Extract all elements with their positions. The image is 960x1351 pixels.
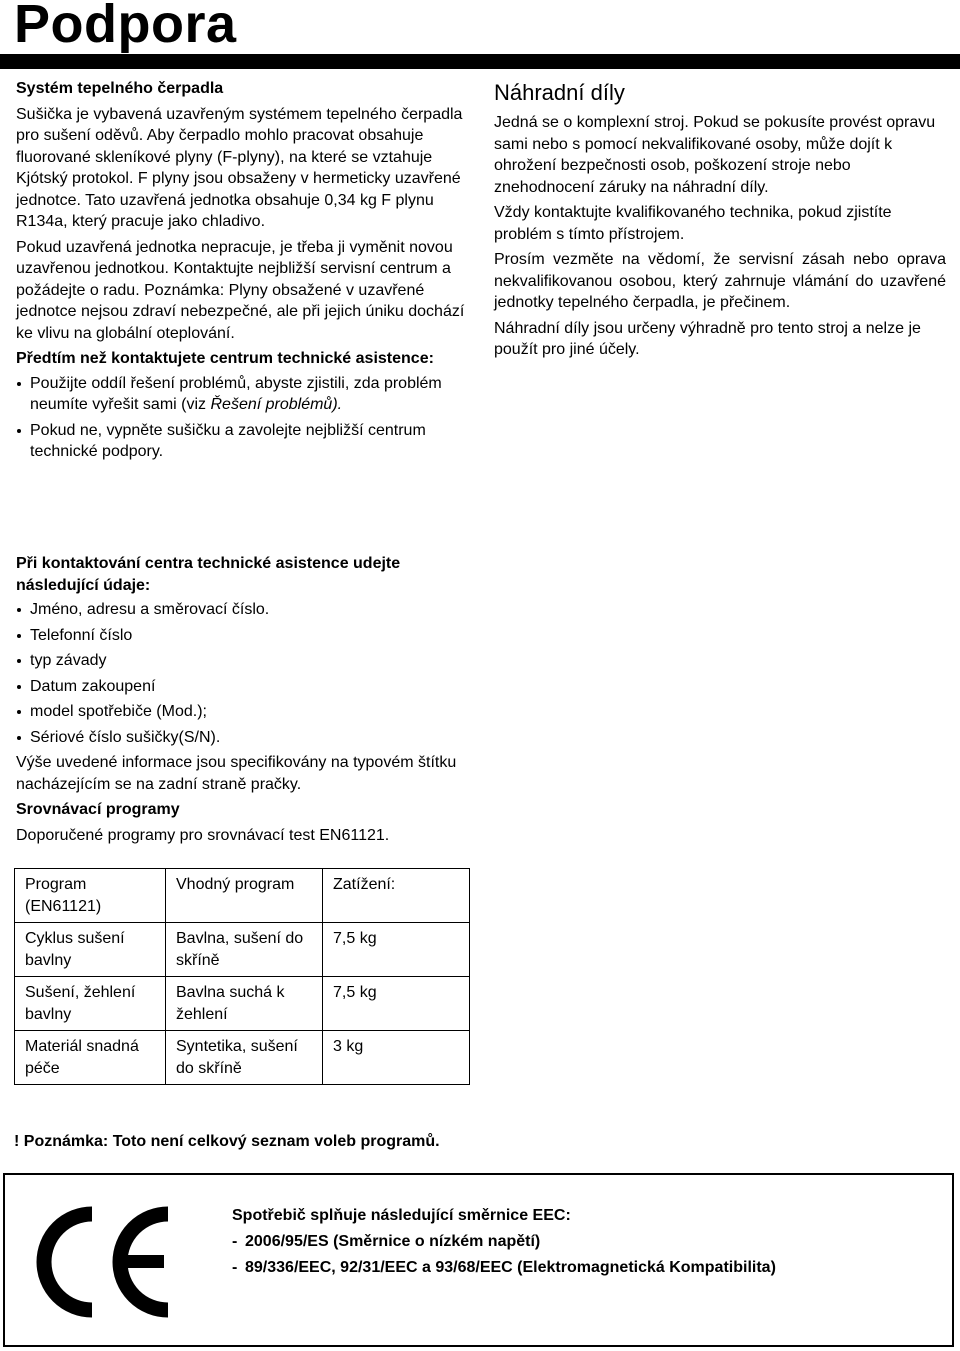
- heat-pump-text: Sušička je vybavená uzavřeným systémem tepelného čerpadla pro sušení oděvů. Aby čerpadlo mohlo pracovat obsahuje fluorované skleníkové plyny (F-plyny), na které se vztahuje Kjótský protokol. F plyny jsou obsaženy v hermeticky uzavřené jednotce. Tato uzavřená jednotka obsahuje 0,34 kg F plynu R134a, který pracuje jako chladivo.: [16, 105, 463, 230]
- compliance-text: [232, 1205, 932, 1279]
- list-item: [16, 599, 476, 621]
- spare-parts-text-4: Náhradní díly jsou určeny výhradně pro tento stroj a nelze je použít pro jiné účely.: [494, 319, 921, 358]
- spare-parts-heading: Náhradní díly: [494, 80, 625, 105]
- table-header-cell: Program (EN61121): [15, 869, 166, 923]
- bullet-icon: [17, 685, 21, 689]
- bullet-icon: [17, 736, 21, 740]
- table-cell: 7,5 kg: [323, 977, 470, 1031]
- list-item: [16, 676, 476, 698]
- list-item: [16, 701, 476, 723]
- table-cell: Sušení, žehlení bavlny: [15, 977, 166, 1031]
- before-item-1-text: Použijte oddíl řešení problémů, abyste zjistili, zda problém neumíte vyřešit sami (viz: [30, 374, 442, 413]
- table-row: [15, 1031, 470, 1085]
- comparison-table: [14, 868, 470, 1085]
- bullet-icon: [17, 659, 21, 663]
- before-contact-heading: Předtím než kontaktujete centrum technické asistence:: [16, 350, 434, 367]
- spare-parts-text-3: Prosím vezměte na vědomí, že servisní zásah nebo oprava nekvalifikovanou osobou, který zahrnuje vlámání do uzavřené jednotky tepelného čerpadla, je přečinem.: [494, 251, 946, 311]
- table-cell: Bavlna suchá k žehlení: [166, 977, 323, 1031]
- comparison-subtitle: Doporučené programy pro srovnávací test EN61121.: [16, 826, 390, 844]
- table-cell: Bavlna, sušení do skříně: [166, 923, 323, 977]
- left-column: [16, 78, 476, 467]
- bullet-icon: [17, 429, 21, 433]
- table-cell: 7,5 kg: [323, 923, 470, 977]
- contact-list: [16, 599, 476, 748]
- table-header-cell: Zatížení:: [323, 869, 470, 923]
- bullet-icon: [17, 710, 21, 714]
- ce-mark-icon: [22, 1202, 182, 1322]
- rating-plate-text: Výše uvedené informace jsou specifikovány na typovém štítku nacházejícím se na zadní straně pračky.: [16, 754, 457, 793]
- table-row: [15, 977, 470, 1031]
- compliance-heading: Spotřebič splňuje následující směrnice EEC:: [232, 1207, 571, 1224]
- comparison-heading: Srovnávací programy: [16, 801, 180, 818]
- dash-marker: -: [232, 1259, 238, 1276]
- compliance-item: [232, 1231, 932, 1253]
- heat-pump-heading: Systém tepelného čerpadla: [16, 80, 224, 97]
- list-item: [16, 373, 476, 416]
- bullet-icon: [17, 634, 21, 638]
- contact-item: Datum zakoupení: [30, 677, 156, 695]
- list-item: [16, 420, 476, 463]
- contact-item: model spotřebiče (Mod.);: [30, 703, 207, 720]
- table-row: [15, 923, 470, 977]
- contact-item: Telefonní číslo: [30, 626, 133, 644]
- spare-parts-text-2: Vždy kontaktujte kvalifikovaného technika, pokud zjistíte problém s tímto přístrojem.: [494, 204, 892, 243]
- table-header-cell: Vhodný program: [166, 869, 323, 923]
- contact-heading: Při kontaktování centra technické asistence udejte následující údaje:: [16, 555, 401, 594]
- contact-item: Jméno, adresu a směrovací číslo.: [30, 601, 270, 618]
- directive-text: 89/336/EEC, 92/31/EEC a 93/68/EEC (Elektromagnetická Kompatibilita): [245, 1259, 776, 1276]
- table-cell: Materiál snadná péče: [15, 1031, 166, 1085]
- list-item: [16, 650, 476, 672]
- contact-item: Sériové číslo sušičky(S/N).: [30, 728, 221, 746]
- compliance-item: [232, 1257, 932, 1279]
- before-contact-list: [16, 373, 476, 463]
- title-rule: [0, 54, 960, 69]
- table-cell: 3 kg: [323, 1031, 470, 1085]
- table-header-row: [15, 869, 470, 923]
- troubleshooting-reference: Řešení problémů).: [210, 396, 343, 413]
- bullet-icon: [17, 382, 21, 386]
- programs-note: ! Poznámka: Toto není celkový seznam voleb programů.: [14, 1133, 440, 1150]
- contact-item: typ závady: [30, 652, 107, 669]
- directive-text: 2006/95/ES (Směrnice o nízkém napětí): [245, 1233, 541, 1250]
- bullet-icon: [17, 608, 21, 612]
- before-item-2-text: Pokud ne, vypněte sušičku a zavolejte nejbližší centrum technické podpory.: [30, 421, 426, 460]
- contact-section: [16, 553, 476, 846]
- page-title: Podpora: [14, 0, 237, 54]
- list-item: [16, 625, 476, 647]
- spare-parts-text-1: Jedná se o komplexní stroj. Pokud se pokusíte provést opravu sami nebo s pomocí nekvalifikované osoby, může dojít k ohrožení bezpečnosti osob, poškození stroje nebo znehodnocení záruky na náhradní díly.: [494, 114, 936, 196]
- dash-marker: -: [232, 1233, 238, 1250]
- sealed-unit-text: Pokud uzavřená jednotka nepracuje, je třeba ji vyměnit novou uzavřenou jednotkou. Kontaktujte nejbližší servisní centrum a požádejte o radu. Poznámka: Plyny obsažené v uzavřené jednotce nejsou zdraví nebezpečné, ale při jejich úniku dochází ke vlivu na globální oteplování.: [16, 238, 465, 342]
- right-column: [494, 78, 946, 361]
- table-cell: Cyklus sušení bavlny: [15, 923, 166, 977]
- table-cell: Syntetika, sušení do skříně: [166, 1031, 323, 1085]
- list-item: [16, 727, 476, 749]
